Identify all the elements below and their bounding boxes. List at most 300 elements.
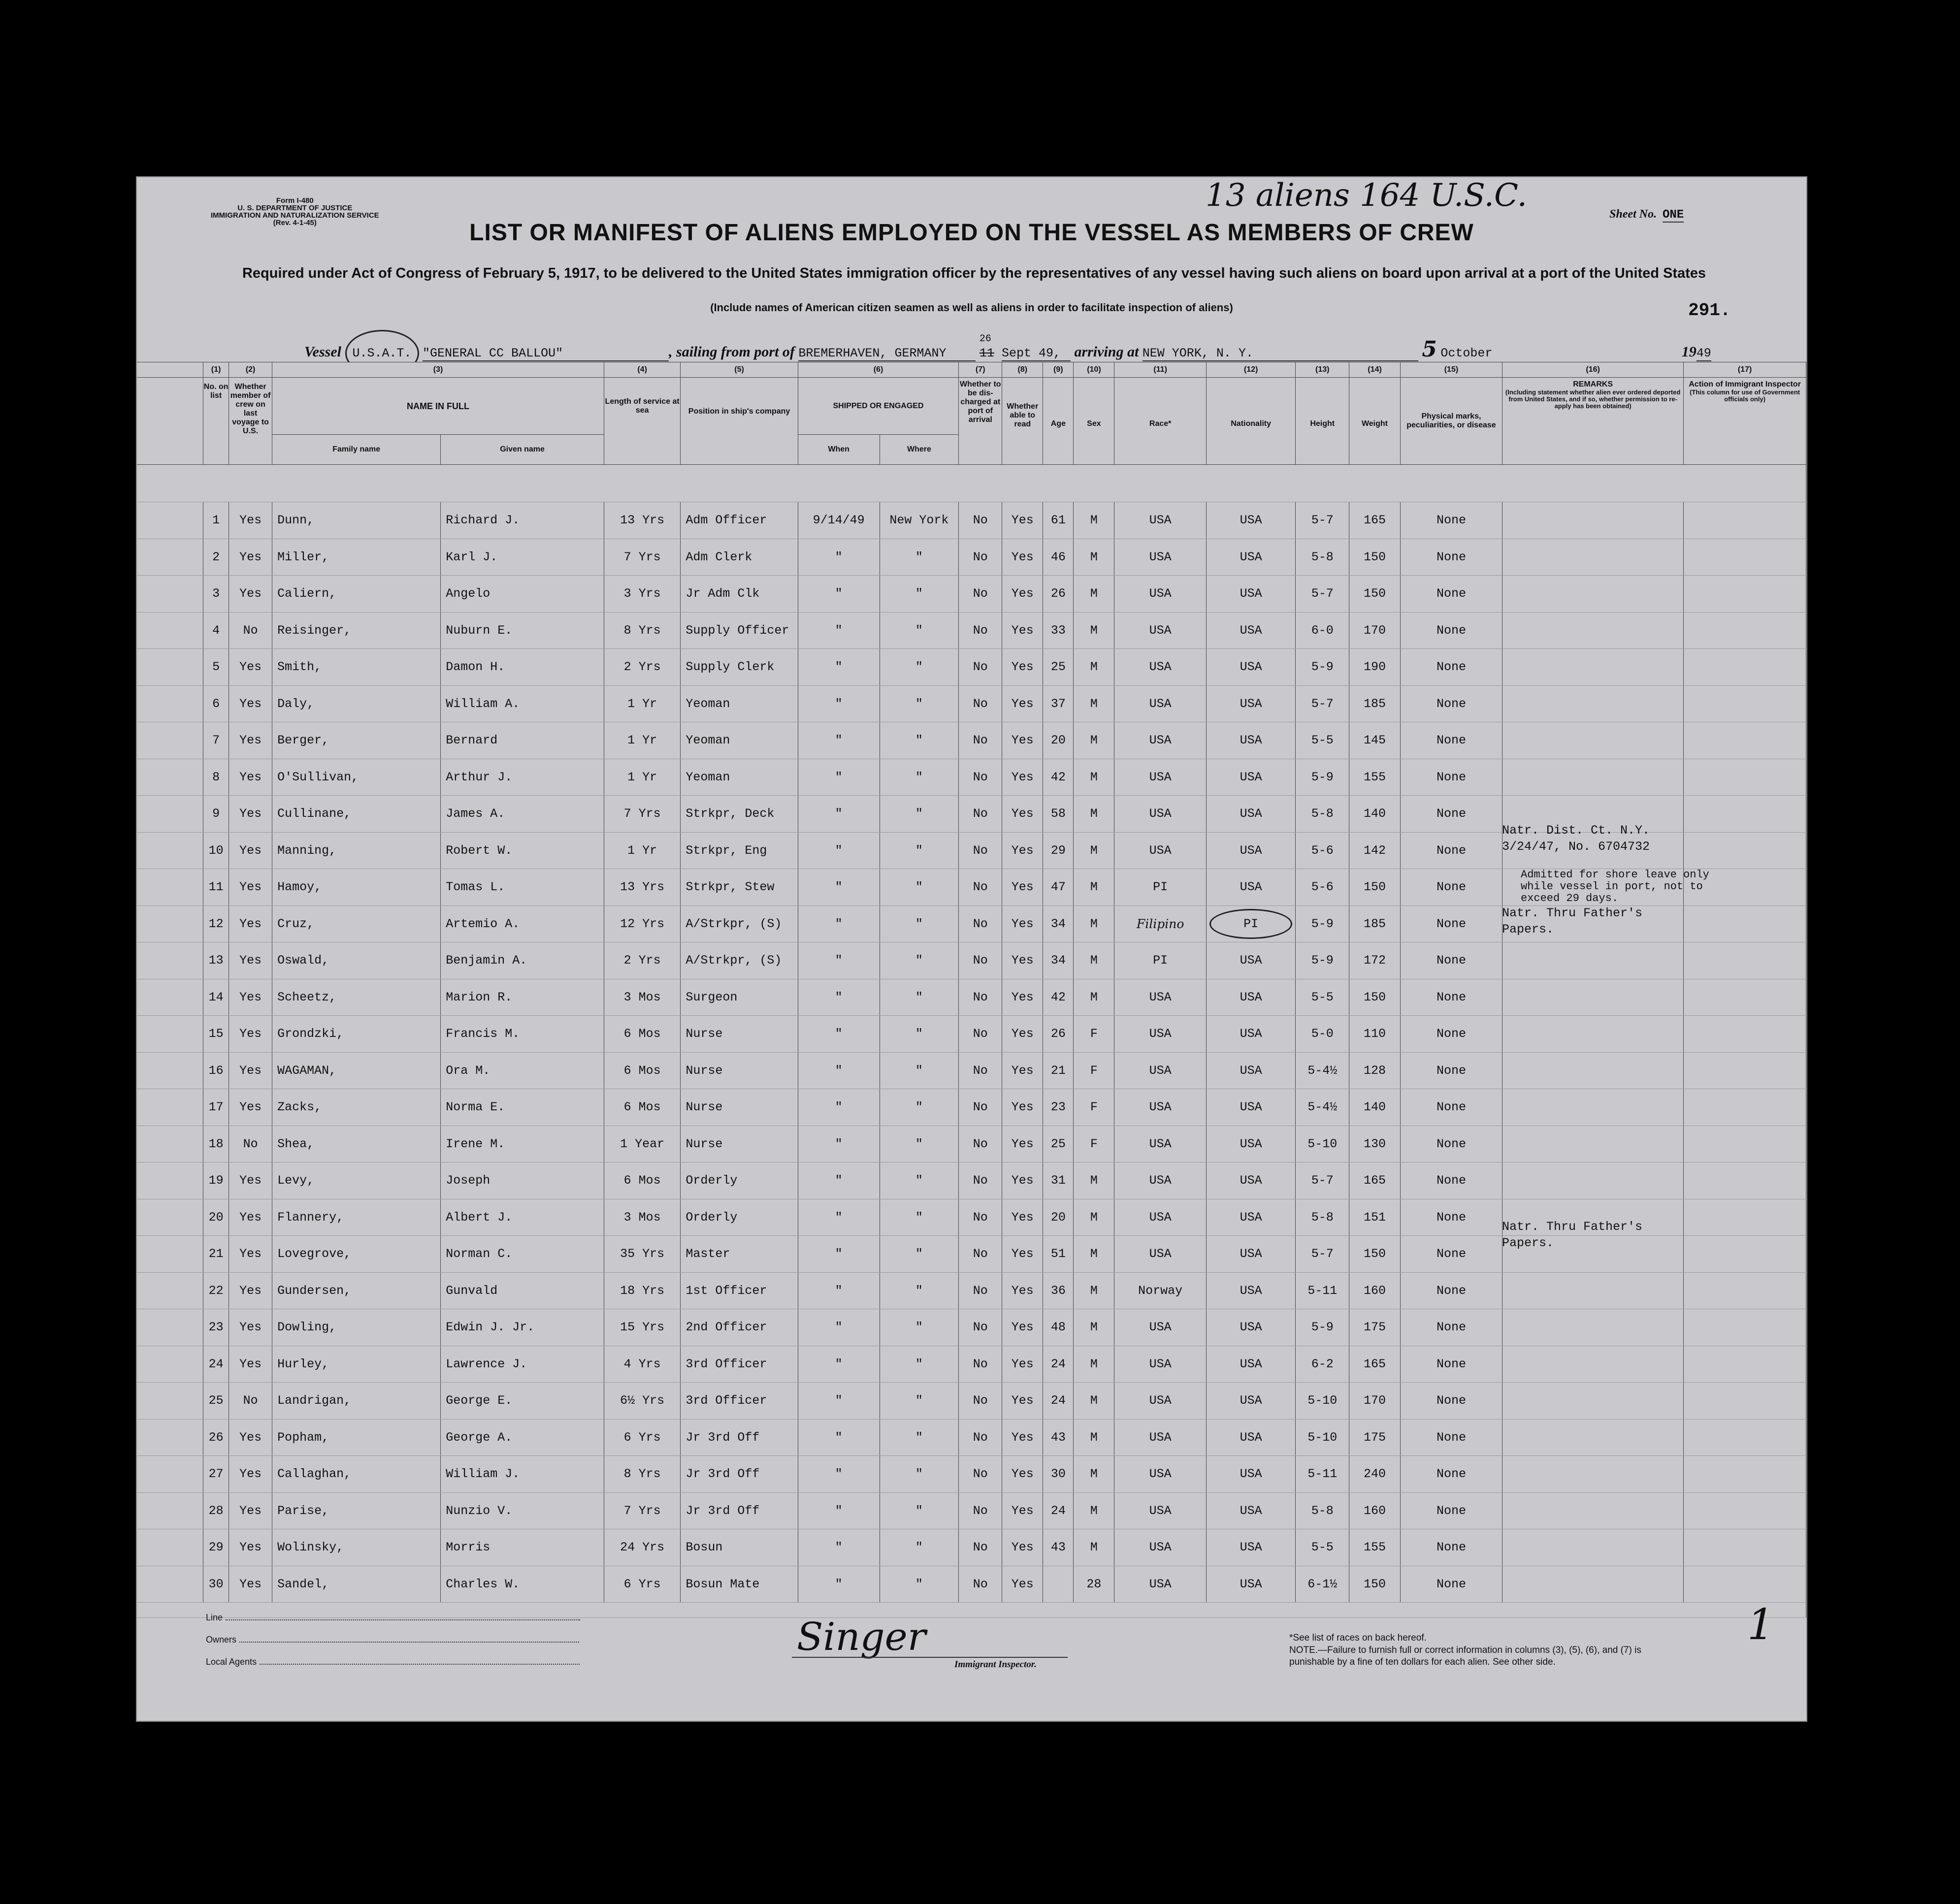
cell-given-name: Robert W.: [441, 832, 604, 869]
cell-weight: 155: [1349, 1529, 1401, 1566]
cell-age: 24: [1043, 1492, 1074, 1529]
cell-nationality: USA: [1206, 1272, 1295, 1309]
colnum: (14): [1349, 362, 1401, 378]
departure-date: Sept 49,: [1002, 346, 1071, 361]
cell-read: Yes: [1002, 1236, 1043, 1273]
cell-age: 37: [1043, 685, 1074, 722]
cell-sex: M: [1074, 722, 1114, 759]
cell-race: USA: [1114, 576, 1207, 613]
cell-sex: M: [1074, 832, 1114, 869]
cell-given-name: Bernard: [441, 722, 604, 759]
colnum: (9): [1043, 362, 1074, 378]
cell-nationality: USA: [1206, 1309, 1295, 1346]
cell-weight: 151: [1349, 1199, 1401, 1236]
cell-when: ": [798, 1199, 880, 1236]
cell-action: [1684, 1199, 1806, 1236]
cell-read: Yes: [1002, 576, 1043, 613]
cell-height: 5-7: [1296, 502, 1349, 539]
cell-weight: 160: [1349, 1492, 1401, 1529]
cell-nationality: USA: [1206, 1052, 1295, 1089]
cell-height: 6-2: [1296, 1346, 1349, 1383]
cell-age: 26: [1043, 576, 1074, 613]
cell-age: 25: [1043, 1126, 1074, 1162]
cell-where: ": [880, 1456, 959, 1493]
cell-height: 5-10: [1296, 1383, 1349, 1420]
colnum: (2): [229, 362, 272, 378]
cell-where: New York: [880, 502, 959, 539]
cell-race: USA: [1114, 1089, 1207, 1126]
cell-length: 6 Yrs: [604, 1419, 680, 1456]
cell-family-name: Dunn,: [272, 502, 441, 539]
cell-sex: M: [1074, 685, 1114, 722]
cell-given-name: William A.: [441, 685, 604, 722]
cell-weight: 140: [1349, 796, 1401, 833]
cell-age: 21: [1043, 1052, 1074, 1089]
cell-age: 42: [1043, 759, 1074, 796]
cell-race: USA: [1114, 759, 1207, 796]
cell-race: USA: [1114, 1419, 1207, 1456]
cell-remarks: [1503, 1309, 1684, 1346]
cell-no: 30: [203, 1566, 229, 1603]
cell-weight: 150: [1349, 979, 1401, 1016]
cell-no: 14: [203, 979, 229, 1016]
header-name: NAME IN FULL: [272, 378, 604, 435]
page-title: LIST OR MANIFEST OF ALIENS EMPLOYED ON THE VESSEL AS MEMBERS OF CREW: [469, 220, 1474, 246]
arrival-port: NEW YORK, N. Y.: [1143, 346, 1418, 361]
cell-physical: None: [1400, 832, 1502, 869]
header-given: Given name: [441, 435, 604, 465]
colnum: (8): [1002, 362, 1043, 378]
cell-nationality: USA: [1206, 649, 1295, 686]
cell-action: [1684, 1346, 1806, 1383]
cell-sex: M: [1074, 1309, 1114, 1346]
cell-weight: 128: [1349, 1052, 1401, 1089]
footer-owners: Owners: [206, 1635, 579, 1645]
cell-race: Norway: [1114, 1272, 1207, 1309]
cell-position: Jr Adm Clk: [681, 576, 798, 613]
margin-cell: [137, 905, 203, 942]
cell-discharged: No: [959, 1089, 1002, 1126]
cell-race: USA: [1114, 1016, 1207, 1053]
cell-sex: F: [1074, 1089, 1114, 1126]
cell-physical: None: [1400, 1052, 1502, 1089]
cell-height: 5-0: [1296, 1016, 1349, 1053]
cell-read: Yes: [1002, 722, 1043, 759]
cell-length: 6 Mos: [604, 1016, 680, 1053]
cell-no: 26: [203, 1419, 229, 1456]
cell-when: ": [798, 942, 880, 979]
cell-remarks: [1503, 1162, 1684, 1199]
cell-physical: None: [1400, 1346, 1502, 1383]
cell-length: 8 Yrs: [604, 1456, 680, 1493]
cell-discharged: No: [959, 1419, 1002, 1456]
colnum: (3): [272, 362, 604, 378]
cell-position: Supply Officer: [681, 612, 798, 649]
cell-when: ": [798, 759, 880, 796]
cell-physical: None: [1400, 905, 1502, 942]
cell-remarks: [1503, 539, 1684, 576]
cell-action: [1684, 1272, 1806, 1309]
margin-cell: [137, 1492, 203, 1529]
table-row: [137, 649, 1806, 686]
cell-position: Supply Clerk: [681, 649, 798, 686]
cell-sex: F: [1074, 1126, 1114, 1162]
cell-position: Strkpr, Eng: [681, 832, 798, 869]
cell-sex: M: [1074, 1419, 1114, 1456]
cell-height: 5-8: [1296, 1199, 1349, 1236]
header-length: Length of service at sea: [604, 378, 680, 465]
margin-cell: [137, 1383, 203, 1420]
margin-cell: [137, 1126, 203, 1162]
cell-family-name: Callaghan,: [272, 1456, 441, 1493]
cell-member: Yes: [229, 1162, 272, 1199]
cell-discharged: No: [959, 1162, 1002, 1199]
cell-nationality: USA: [1206, 685, 1295, 722]
cell-no: 17: [203, 1089, 229, 1126]
cell-sex: M: [1074, 539, 1114, 576]
cell-height: 5-7: [1296, 1162, 1349, 1199]
cell-race: USA: [1114, 649, 1207, 686]
cell-sex: M: [1074, 576, 1114, 613]
cell-sex: M: [1074, 1162, 1114, 1199]
cell-remarks: [1503, 1089, 1684, 1126]
cell-age: 48: [1043, 1309, 1074, 1346]
colnum: (15): [1400, 362, 1502, 378]
margin-cell: [137, 796, 203, 833]
cell-physical: None: [1400, 1199, 1502, 1236]
cell-given-name: William J.: [441, 1456, 604, 1493]
cell-discharged: No: [959, 942, 1002, 979]
cell-given-name: George E.: [441, 1383, 604, 1420]
cell-discharged: No: [959, 1236, 1002, 1273]
cell-discharged: No: [959, 539, 1002, 576]
margin-cell: [137, 685, 203, 722]
cell-nationality: USA: [1206, 796, 1295, 833]
cell-remarks: [1503, 1016, 1684, 1053]
cell-sex: M: [1074, 649, 1114, 686]
cell-member: Yes: [229, 1456, 272, 1493]
cell-physical: None: [1400, 539, 1502, 576]
cell-height: 5-11: [1296, 1456, 1349, 1493]
cell-where: ": [880, 1529, 959, 1566]
cell-discharged: No: [959, 869, 1002, 906]
cell-length: 6 Yrs: [604, 1566, 680, 1603]
cell-remarks: [1503, 1456, 1684, 1493]
cell-height: 5-10: [1296, 1126, 1349, 1162]
cell-position: Strkpr, Deck: [681, 796, 798, 833]
cell-weight: 175: [1349, 1309, 1401, 1346]
cell-weight: 140: [1349, 1089, 1401, 1126]
cell-nationality: USA: [1206, 1566, 1295, 1603]
cell-when: ": [798, 1309, 880, 1346]
cell-remarks: [1503, 1566, 1684, 1603]
cell-height: 5-9: [1296, 649, 1349, 686]
table-row: [137, 1346, 1806, 1383]
cell-height: 5-11: [1296, 1272, 1349, 1309]
departure-port: BREMERHAVEN, GERMANY: [798, 346, 976, 361]
cell-discharged: No: [959, 576, 1002, 613]
cell-discharged: No: [959, 1052, 1002, 1089]
cell-nationality: USA: [1206, 722, 1295, 759]
cell-given-name: Angelo: [441, 576, 604, 613]
cell-age: 43: [1043, 1419, 1074, 1456]
cell-read: Yes: [1002, 1566, 1043, 1603]
cell-remarks: [1503, 612, 1684, 649]
cell-remarks: [1503, 979, 1684, 1016]
cell-weight: 150: [1349, 539, 1401, 576]
header-physical: Physical marks, peculiarities, or disease: [1400, 378, 1502, 465]
cell-where: ": [880, 1052, 959, 1089]
cell-length: 6 Mos: [604, 1089, 680, 1126]
cell-physical: None: [1400, 1529, 1502, 1566]
cell-no: 2: [203, 539, 229, 576]
cell-discharged: No: [959, 1383, 1002, 1420]
cell-given-name: Karl J.: [441, 539, 604, 576]
cell-position: Yeoman: [681, 722, 798, 759]
cell-weight: 160: [1349, 1272, 1401, 1309]
cell-family-name: Oswald,: [272, 942, 441, 979]
cell-sex: M: [1074, 869, 1114, 906]
cell-given-name: Norman C.: [441, 1236, 604, 1273]
cell-remarks: [1503, 576, 1684, 613]
table-row: [137, 1419, 1806, 1456]
cell-sex: M: [1074, 1456, 1114, 1493]
colnum: (6): [798, 362, 959, 378]
cell-read: Yes: [1002, 1383, 1043, 1420]
legal-subtitle: Required under Act of Congress of February 5, 1917, to be delivered to the United States immigration officer by the representatives of any vessel having such aliens on board upon arrival at a port of the United States: [242, 265, 1706, 281]
cell-sex: M: [1074, 1492, 1114, 1529]
cell-read: Yes: [1002, 1309, 1043, 1346]
table-row: [137, 1456, 1806, 1493]
cell-action: [1684, 1566, 1806, 1603]
cell-action: [1684, 942, 1806, 979]
cell-sex: M: [1074, 905, 1114, 942]
cell-when: ": [798, 869, 880, 906]
cell-no: 24: [203, 1346, 229, 1383]
cell-read: Yes: [1002, 649, 1043, 686]
cell-action: [1684, 1052, 1806, 1089]
table-row: [137, 1566, 1806, 1603]
cell-no: 18: [203, 1126, 229, 1162]
cell-action: [1684, 759, 1806, 796]
cell-race: USA: [1114, 1052, 1207, 1089]
cell-action: [1684, 905, 1806, 942]
cell-when: ": [798, 1346, 880, 1383]
cell-nationality: USA: [1206, 1126, 1295, 1162]
cell-physical: None: [1400, 685, 1502, 722]
cell-nationality: USA: [1206, 612, 1295, 649]
cell-read: Yes: [1002, 1052, 1043, 1089]
cell-when: ": [798, 576, 880, 613]
cell-height: 5-9: [1296, 905, 1349, 942]
cell-no: 19: [203, 1162, 229, 1199]
margin-cell: [137, 759, 203, 796]
cell-position: Nurse: [681, 1016, 798, 1053]
cell-sex: M: [1074, 1346, 1114, 1383]
header-race: Race*: [1114, 378, 1207, 465]
cell-discharged: No: [959, 905, 1002, 942]
cell-height: 5-5: [1296, 1529, 1349, 1566]
cell-length: 1 Yr: [604, 832, 680, 869]
cell-no: 7: [203, 722, 229, 759]
cell-race: USA: [1114, 1309, 1207, 1346]
table-row: [137, 1126, 1806, 1162]
cell-action: [1684, 1236, 1806, 1273]
cell-when: ": [798, 649, 880, 686]
cell-age: 33: [1043, 612, 1074, 649]
cell-sex: M: [1074, 796, 1114, 833]
cell-where: ": [880, 1492, 959, 1529]
cell-given-name: Irene M.: [441, 1126, 604, 1162]
cell-weight: 165: [1349, 1346, 1401, 1383]
cell-member: Yes: [229, 685, 272, 722]
header-position: Position in ship's company: [681, 378, 798, 465]
cell-family-name: Daly,: [272, 685, 441, 722]
arrival-date: 5 October: [1422, 337, 1678, 363]
cell-nationality: USA: [1206, 942, 1295, 979]
cell-race: USA: [1114, 1199, 1207, 1236]
cell-member: Yes: [229, 1236, 272, 1273]
cell-race: USA: [1114, 1456, 1207, 1493]
cell-race: USA: [1114, 502, 1207, 539]
cell-race: USA: [1114, 1162, 1207, 1199]
cell-height: 5-7: [1296, 685, 1349, 722]
cell-family-name: Reisinger,: [272, 612, 441, 649]
cell-when: ": [798, 1236, 880, 1273]
table-row: [137, 502, 1806, 539]
margin-cell: [137, 1199, 203, 1236]
cell-weight: 175: [1349, 1419, 1401, 1456]
cell-length: 18 Yrs: [604, 1272, 680, 1309]
cell-member: Yes: [229, 759, 272, 796]
cell-age: 24: [1043, 1346, 1074, 1383]
cell-age: 25: [1043, 649, 1074, 686]
cell-member: Yes: [229, 722, 272, 759]
cell-physical: None: [1400, 1089, 1502, 1126]
cell-when: ": [798, 722, 880, 759]
cell-age: 34: [1043, 942, 1074, 979]
cell-nationality: USA: [1206, 1199, 1295, 1236]
cell-age: 30: [1043, 1456, 1074, 1493]
colnum: (4): [604, 362, 680, 378]
margin-cell: [137, 1052, 203, 1089]
cell-no: 15: [203, 1016, 229, 1053]
colnum: (16): [1503, 362, 1684, 378]
cell-action: [1684, 502, 1806, 539]
cell-remarks: [1503, 1383, 1684, 1420]
cell-physical: None: [1400, 1383, 1502, 1420]
cell-no: 4: [203, 612, 229, 649]
cell-read: Yes: [1002, 1162, 1043, 1199]
cell-weight: 165: [1349, 1162, 1401, 1199]
cell-length: 24 Yrs: [604, 1529, 680, 1566]
cell-member: No: [229, 1126, 272, 1162]
cell-no: 16: [203, 1052, 229, 1089]
form-identifier: Form I-480 U. S. DEPARTMENT OF JUSTICE IMMIGRATION AND NATURALIZATION SERVICE (Rev. 4-1-45): [211, 196, 379, 227]
cell-member: Yes: [229, 869, 272, 906]
cell-discharged: No: [959, 1456, 1002, 1493]
cell-given-name: Richard J.: [441, 502, 604, 539]
cell-position: Master: [681, 1236, 798, 1273]
cell-action: [1684, 1309, 1806, 1346]
header-family: Family name: [272, 435, 441, 465]
cell-age: 43: [1043, 1529, 1074, 1566]
cell-action: [1684, 832, 1806, 869]
header-member: Whether member of crew on last voyage to U.S.: [229, 378, 272, 465]
table-row: [137, 1089, 1806, 1126]
page-number: 291.: [1688, 300, 1731, 321]
cell-given-name: Damon H.: [441, 649, 604, 686]
cell-member: Yes: [229, 1492, 272, 1529]
cell-discharged: No: [959, 685, 1002, 722]
manifest-sheet: [136, 176, 1807, 1722]
cell-family-name: Landrigan,: [272, 1383, 441, 1420]
header-shipped: SHIPPED OR ENGAGED: [798, 378, 959, 435]
cell-member: Yes: [229, 942, 272, 979]
cell-length: 1 Yr: [604, 722, 680, 759]
cell-discharged: No: [959, 1126, 1002, 1162]
margin-cell: [137, 539, 203, 576]
cell-action: [1684, 612, 1806, 649]
cell-discharged: No: [959, 979, 1002, 1016]
vessel-prefix: U.S.A.T.: [345, 330, 419, 377]
cell-sex: M: [1074, 942, 1114, 979]
cell-when: ": [798, 979, 880, 1016]
cell-no: 5: [203, 649, 229, 686]
header-discharged: Whether to be dis-charged at port of arrival: [959, 378, 1002, 465]
cell-sex: M: [1074, 1199, 1114, 1236]
cell-action: [1684, 1162, 1806, 1199]
cell-discharged: No: [959, 1492, 1002, 1529]
cell-when: ": [798, 832, 880, 869]
remark-row-11: Natr. Dist. Ct. N.Y. 3/24/47, No. 6704732: [1502, 823, 1650, 854]
remark-row-22: Natr. Thru Father's Papers.: [1502, 1220, 1643, 1250]
cell-where: ": [880, 979, 959, 1016]
margin-cell: [137, 1236, 203, 1273]
cell-race: USA: [1114, 796, 1207, 833]
cell-read: Yes: [1002, 1089, 1043, 1126]
cell-height: 5-10: [1296, 1419, 1349, 1456]
cell-weight: 110: [1349, 1016, 1401, 1053]
cell-position: 2nd Officer: [681, 1309, 798, 1346]
cell-age: [1043, 1566, 1074, 1603]
cell-read: Yes: [1002, 1199, 1043, 1236]
cell-age: 20: [1043, 722, 1074, 759]
cell-given-name: Francis M.: [441, 1016, 604, 1053]
cell-where: ": [880, 905, 959, 942]
cell-family-name: Miller,: [272, 539, 441, 576]
crew-manifest-table: [137, 362, 1806, 1618]
margin-cell: [137, 1016, 203, 1053]
cell-when: ": [798, 1529, 880, 1566]
margin-cell: [137, 502, 203, 539]
margin-cell: [137, 1309, 203, 1346]
cell-height: 6-1½: [1296, 1566, 1349, 1603]
cell-when: ": [798, 1383, 880, 1420]
cell-remarks: [1503, 1529, 1684, 1566]
cell-action: [1684, 979, 1806, 1016]
cell-action: [1684, 649, 1806, 686]
remark-row-13: Natr. Thru Father's Papers.: [1502, 906, 1643, 936]
cell-position: 3rd Officer: [681, 1346, 798, 1383]
cell-height: 5-6: [1296, 869, 1349, 906]
cell-family-name: Cruz,: [272, 905, 441, 942]
cell-action: [1684, 722, 1806, 759]
cell-member: Yes: [229, 1309, 272, 1346]
cell-height: 5-9: [1296, 942, 1349, 979]
cell-when: ": [798, 539, 880, 576]
cell-given-name: Marion R.: [441, 979, 604, 1016]
